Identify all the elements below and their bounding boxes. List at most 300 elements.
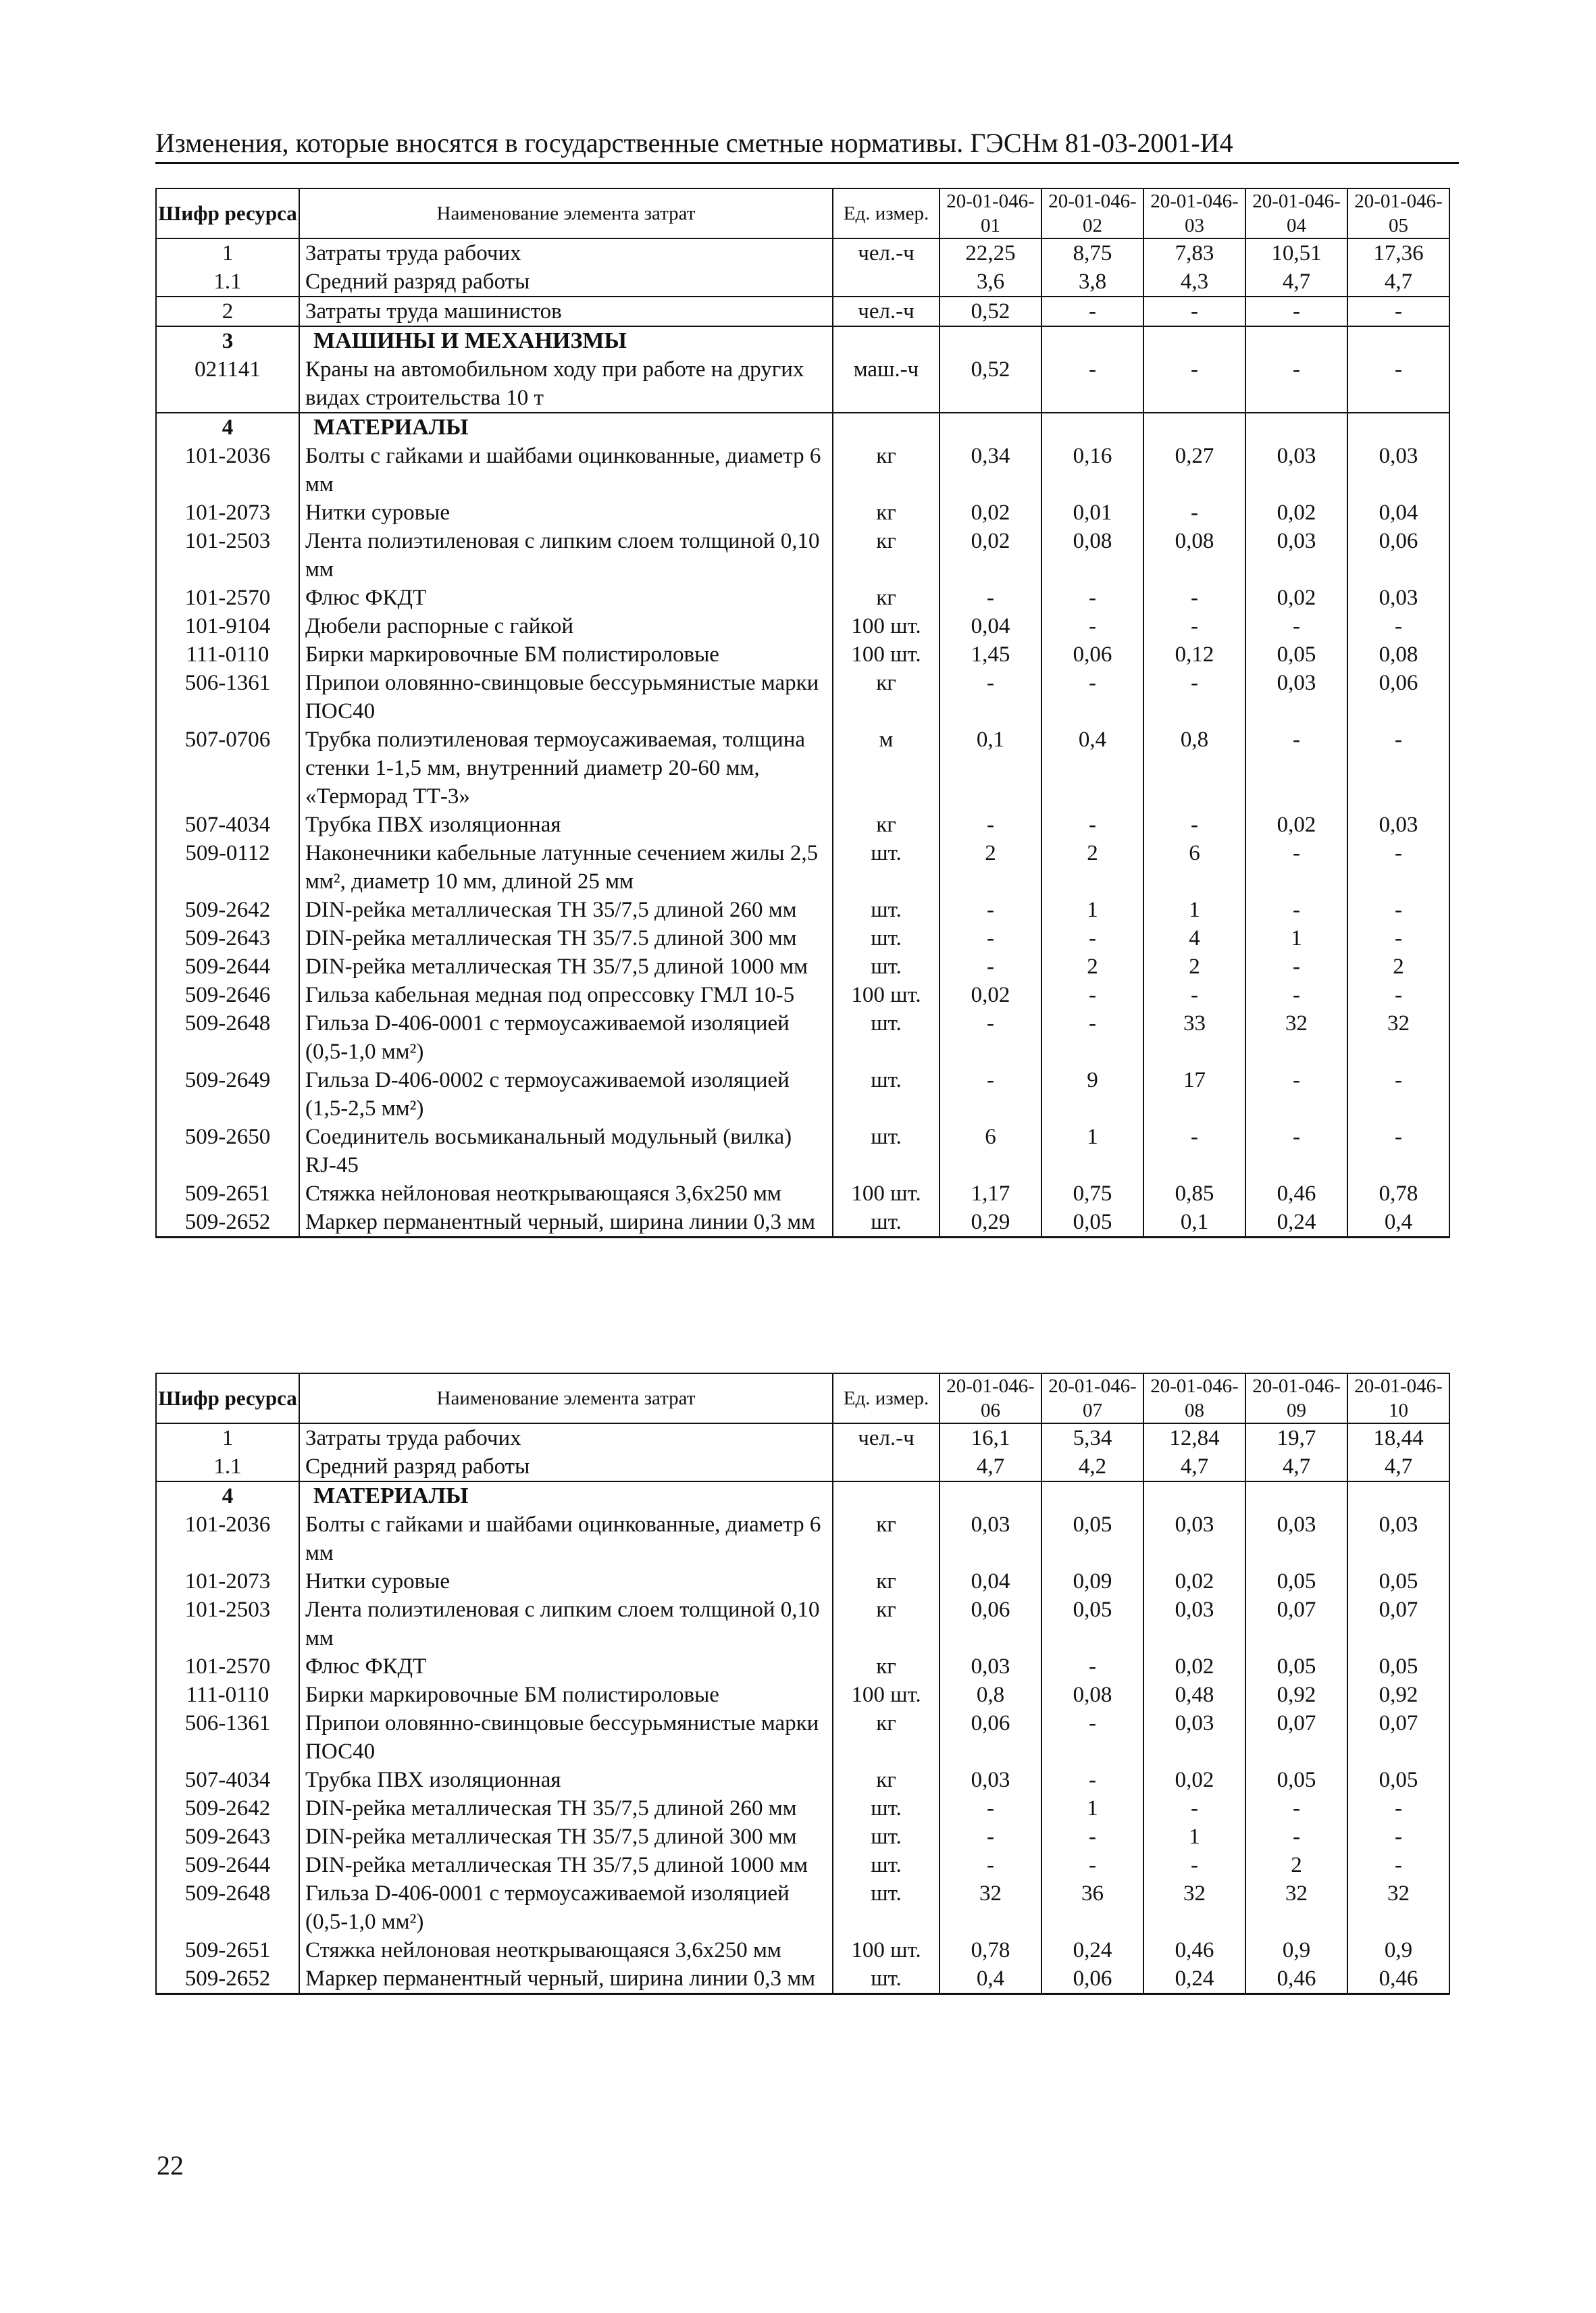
unit-cell: чел.-ч: [833, 297, 939, 326]
unit-cell: [833, 268, 939, 297]
norm-value-cell: [1143, 413, 1245, 442]
norm-value-cell: 32: [939, 1879, 1041, 1936]
resource-code-cell: 101-2570: [156, 1652, 299, 1681]
norm-value-cell: -: [1143, 811, 1245, 839]
norm-value-cell: 36: [1041, 1879, 1143, 1936]
table-row: [156, 1964, 1449, 1994]
unit-cell: шт.: [833, 839, 939, 896]
norm-value-cell: 0,75: [1041, 1179, 1143, 1208]
table-row: [156, 499, 1449, 527]
table-header-row: [156, 1373, 1449, 1423]
unit-cell: шт.: [833, 924, 939, 952]
resource-code-cell: 509-2642: [156, 896, 299, 924]
norm-value-cell: 33: [1143, 1009, 1245, 1066]
norm-value-cell: 0,01: [1041, 499, 1143, 527]
table-row: [156, 640, 1449, 669]
norm-value-cell: 0,06: [939, 1596, 1041, 1652]
unit-cell: кг: [833, 584, 939, 612]
norm-value-cell: 0,04: [939, 1567, 1041, 1596]
table-row: [156, 1423, 1449, 1452]
norm-value-cell: 0,46: [1245, 1964, 1347, 1994]
resource-name-cell: Припои оловянно-свинцовые бессурьмянистые марки ПОС40: [299, 669, 833, 726]
resource-name-cell: Припои оловянно-свинцовые бессурьмянистые марки ПОС40: [299, 1709, 833, 1766]
norm-value-cell: 0,08: [1041, 1681, 1143, 1709]
section-row: [156, 326, 1449, 355]
table-row: [156, 1879, 1449, 1936]
norm-value-cell: -: [1245, 612, 1347, 640]
norm-value-cell: -: [1041, 1823, 1143, 1851]
resource-code-cell: 509-2646: [156, 981, 299, 1009]
table-row: [156, 981, 1449, 1009]
norm-value-cell: 4,3: [1143, 268, 1245, 297]
norm-value-cell: 0,08: [1143, 527, 1245, 584]
resource-code-cell: 2: [156, 297, 299, 326]
norm-value-cell: 9: [1041, 1066, 1143, 1123]
norm-value-cell: 6: [1143, 839, 1245, 896]
norm-value-cell: -: [1041, 1851, 1143, 1879]
norm-value-cell: 0,02: [1245, 499, 1347, 527]
unit-cell: [833, 1481, 939, 1510]
norm-value-cell: 1: [1143, 896, 1245, 924]
resource-name-cell: Соединитель восьмиканальный модульный (вилка) RJ-45: [299, 1123, 833, 1179]
norm-value-cell: -: [1041, 355, 1143, 413]
header-rule: [155, 162, 1459, 164]
norm-value-cell: 0,8: [939, 1681, 1041, 1709]
unit-cell: маш.-ч: [833, 355, 939, 413]
norm-value-cell: [1245, 413, 1347, 442]
table-row: [156, 1567, 1449, 1596]
unit-cell: шт.: [833, 1123, 939, 1179]
norm-value-cell: -: [1347, 1823, 1449, 1851]
norm-value-cell: 1: [1245, 924, 1347, 952]
norm-value-cell: -: [1041, 1009, 1143, 1066]
norm-value-cell: [1347, 326, 1449, 355]
resource-code-cell: 506-1361: [156, 669, 299, 726]
norm-value-cell: -: [939, 896, 1041, 924]
norm-value-cell: 0,07: [1245, 1596, 1347, 1652]
table-row: [156, 726, 1449, 811]
resource-name-cell: Трубка ПВХ изоляционная: [299, 1766, 833, 1794]
norm-value-cell: -: [1245, 1066, 1347, 1123]
table-row: [156, 1823, 1449, 1851]
column-header-norm: 20-01-046-08: [1143, 1373, 1245, 1423]
norm-value-cell: 3,8: [1041, 268, 1143, 297]
norm-value-cell: -: [1347, 1066, 1449, 1123]
section-title-cell: МАШИНЫ И МЕХАНИЗМЫ: [299, 326, 833, 355]
norm-value-cell: -: [1143, 1123, 1245, 1179]
resource-code-cell: 111-0110: [156, 640, 299, 669]
norm-value-cell: 32: [1245, 1009, 1347, 1066]
norm-value-cell: 17,36: [1347, 238, 1449, 268]
norm-value-cell: 0,06: [1041, 1964, 1143, 1994]
norm-value-cell: [1245, 1481, 1347, 1510]
unit-cell: шт.: [833, 1964, 939, 1994]
resource-code-cell: 507-4034: [156, 811, 299, 839]
resource-code-cell: 509-2652: [156, 1208, 299, 1238]
table-row: [156, 1208, 1449, 1238]
resource-name-cell: Затраты труда рабочих: [299, 238, 833, 268]
norm-value-cell: [1143, 1481, 1245, 1510]
resource-code-cell: 509-2648: [156, 1009, 299, 1066]
norm-value-cell: 0,03: [1245, 1510, 1347, 1567]
table-row: [156, 1766, 1449, 1794]
norm-value-cell: 0,05: [1041, 1510, 1143, 1567]
norm-value-cell: 0,05: [1245, 1766, 1347, 1794]
resource-code-cell: 509-2642: [156, 1794, 299, 1823]
resource-code-cell: 509-2651: [156, 1936, 299, 1964]
norm-value-cell: 7,83: [1143, 238, 1245, 268]
column-header-norm: 20-01-046-03: [1143, 188, 1245, 238]
norm-value-cell: 1: [1041, 896, 1143, 924]
norm-value-cell: 32: [1143, 1879, 1245, 1936]
norm-value-cell: 0,34: [939, 442, 1041, 499]
norm-value-cell: 2: [1143, 952, 1245, 981]
norm-value-cell: [1041, 1481, 1143, 1510]
norm-value-cell: -: [1041, 1766, 1143, 1794]
section-title-cell: МАТЕРИАЛЫ: [299, 413, 833, 442]
resource-name-cell: Гильза D-406-0001 с термоусаживаемой изоляцией (0,5-1,0 мм²): [299, 1009, 833, 1066]
unit-cell: кг: [833, 1567, 939, 1596]
norm-value-cell: [1041, 326, 1143, 355]
norm-value-cell: [1347, 413, 1449, 442]
unit-cell: шт.: [833, 1879, 939, 1936]
norm-value-cell: -: [1245, 896, 1347, 924]
resource-code-cell: 101-2036: [156, 1510, 299, 1567]
norm-value-cell: -: [1143, 669, 1245, 726]
column-header-name: Наименование элемента затрат: [299, 1373, 833, 1423]
norm-value-cell: 0,03: [939, 1652, 1041, 1681]
table-header-row: [156, 188, 1449, 238]
norm-value-cell: 4,7: [1245, 268, 1347, 297]
norm-value-cell: -: [1041, 297, 1143, 326]
norm-value-cell: 0,03: [1245, 527, 1347, 584]
norm-value-cell: 0,05: [1347, 1766, 1449, 1794]
resource-code-cell: 101-2073: [156, 499, 299, 527]
norm-value-cell: 32: [1245, 1879, 1347, 1936]
norm-value-cell: 0,92: [1245, 1681, 1347, 1709]
table-row: [156, 238, 1449, 268]
norm-value-cell: 2: [1245, 1851, 1347, 1879]
norm-value-cell: 3,6: [939, 268, 1041, 297]
norm-value-cell: -: [939, 669, 1041, 726]
norm-value-cell: 1: [1143, 1823, 1245, 1851]
document-header: Изменения, которые вносятся в государственные сметные нормативы. ГЭСНм 81-03-2001-И4: [155, 128, 1233, 158]
resource-name-cell: Трубка полиэтиленовая термоусаживаемая, толщина стенки 1-1,5 мм, внутренний диаметр 20-60 мм, «Терморад ТТ-3»: [299, 726, 833, 811]
resource-code-cell: 3: [156, 326, 299, 355]
norm-value-cell: 0,02: [939, 499, 1041, 527]
norm-value-cell: 1: [1041, 1123, 1143, 1179]
unit-cell: [833, 1452, 939, 1481]
norm-value-cell: 32: [1347, 1879, 1449, 1936]
resource-code-cell: 1.1: [156, 268, 299, 297]
norm-value-cell: 0,07: [1347, 1709, 1449, 1766]
norm-value-cell: 0,03: [1143, 1596, 1245, 1652]
norm-value-cell: -: [1041, 924, 1143, 952]
table-row: [156, 669, 1449, 726]
norm-value-cell: 0,05: [1245, 640, 1347, 669]
norm-value-cell: 0,07: [1347, 1596, 1449, 1652]
norm-value-cell: 4,7: [939, 1452, 1041, 1481]
norm-value-cell: 0,46: [1245, 1179, 1347, 1208]
resource-name-cell: Затраты труда рабочих: [299, 1423, 833, 1452]
unit-cell: шт.: [833, 1851, 939, 1879]
norm-value-cell: 0,03: [1347, 811, 1449, 839]
table-row: [156, 584, 1449, 612]
norm-value-cell: 0,02: [1245, 811, 1347, 839]
norm-value-cell: 4,7: [1245, 1452, 1347, 1481]
norm-value-cell: -: [939, 1851, 1041, 1879]
norm-value-cell: 0,78: [1347, 1179, 1449, 1208]
table-row: [156, 839, 1449, 896]
norm-value-cell: 2: [939, 839, 1041, 896]
norm-value-cell: -: [1143, 297, 1245, 326]
resource-code-cell: 506-1361: [156, 1709, 299, 1766]
norm-value-cell: 0,85: [1143, 1179, 1245, 1208]
resource-code-cell: 509-2644: [156, 1851, 299, 1879]
norm-value-cell: 0,05: [1347, 1567, 1449, 1596]
norm-value-cell: 0,04: [939, 612, 1041, 640]
norm-value-cell: [939, 1481, 1041, 1510]
resource-code-cell: 509-2651: [156, 1179, 299, 1208]
resource-name-cell: Гильза D-406-0001 с термоусаживаемой изоляцией (0,5-1,0 мм²): [299, 1879, 833, 1936]
norm-value-cell: 2: [1347, 952, 1449, 981]
unit-cell: шт.: [833, 952, 939, 981]
unit-cell: кг: [833, 527, 939, 584]
norm-value-cell: 0,03: [1143, 1709, 1245, 1766]
resource-name-cell: Флюс ФКДТ: [299, 584, 833, 612]
norm-value-cell: -: [1245, 839, 1347, 896]
norm-value-cell: 0,02: [939, 527, 1041, 584]
norm-value-cell: -: [1041, 1652, 1143, 1681]
unit-cell: 100 шт.: [833, 981, 939, 1009]
norm-value-cell: 0,05: [1347, 1652, 1449, 1681]
norms-table-1: [155, 188, 1450, 1238]
column-header-code: Шифр ресурса: [156, 1373, 299, 1423]
section-row: [156, 1481, 1449, 1510]
table-body-1: [156, 238, 1449, 1238]
unit-cell: кг: [833, 811, 939, 839]
norm-value-cell: -: [1143, 612, 1245, 640]
table-row: [156, 1936, 1449, 1964]
column-header-norm: 20-01-046-06: [939, 1373, 1041, 1423]
norm-value-cell: -: [1041, 612, 1143, 640]
norm-value-cell: -: [1245, 297, 1347, 326]
norm-value-cell: -: [1041, 1709, 1143, 1766]
unit-cell: 100 шт.: [833, 1179, 939, 1208]
resource-name-cell: Затраты труда машинистов: [299, 297, 833, 326]
resource-code-cell: 4: [156, 1481, 299, 1510]
norm-value-cell: -: [939, 1823, 1041, 1851]
table-row: [156, 612, 1449, 640]
norm-value-cell: 0,4: [939, 1964, 1041, 1994]
norm-value-cell: 0,12: [1143, 640, 1245, 669]
norm-value-cell: 18,44: [1347, 1423, 1449, 1452]
norm-value-cell: -: [1143, 981, 1245, 1009]
resource-code-cell: 101-2503: [156, 1596, 299, 1652]
norm-value-cell: [1041, 413, 1143, 442]
norm-value-cell: -: [939, 1009, 1041, 1066]
column-header-norm: 20-01-046-07: [1041, 1373, 1143, 1423]
unit-cell: м: [833, 726, 939, 811]
resource-name-cell: Наконечники кабельные латунные сечением жилы 2,5 мм², диаметр 10 мм, длиной 25 мм: [299, 839, 833, 896]
resource-name-cell: Болты с гайками и шайбами оцинкованные, диаметр 6 мм: [299, 442, 833, 499]
resource-name-cell: Болты с гайками и шайбами оцинкованные, диаметр 6 мм: [299, 1510, 833, 1567]
resource-name-cell: Бирки маркировочные БМ полистироловые: [299, 640, 833, 669]
resource-name-cell: Маркер перманентный черный, ширина линии 0,3 мм: [299, 1964, 833, 1994]
resource-code-cell: 101-2073: [156, 1567, 299, 1596]
resource-name-cell: Нитки суровые: [299, 1567, 833, 1596]
table-row: [156, 1009, 1449, 1066]
resource-name-cell: Маркер перманентный черный, ширина линии 0,3 мм: [299, 1208, 833, 1238]
table-row: [156, 442, 1449, 499]
resource-name-cell: Лента полиэтиленовая с липким слоем толщиной 0,10 мм: [299, 1596, 833, 1652]
norm-value-cell: 0,06: [1347, 669, 1449, 726]
unit-cell: шт.: [833, 896, 939, 924]
resource-name-cell: DIN-рейка металлическая ТН 35/7,5 длиной 300 мм: [299, 1823, 833, 1851]
norm-value-cell: 0,4: [1041, 726, 1143, 811]
unit-cell: кг: [833, 1510, 939, 1567]
norm-value-cell: 0,03: [939, 1510, 1041, 1567]
unit-cell: кг: [833, 1766, 939, 1794]
table-row: [156, 1794, 1449, 1823]
resource-name-cell: Стяжка нейлоновая неоткрывающаяся 3,6х250 мм: [299, 1179, 833, 1208]
unit-cell: 100 шт.: [833, 1936, 939, 1964]
norm-value-cell: -: [939, 1066, 1041, 1123]
norm-value-cell: 0,02: [1143, 1652, 1245, 1681]
resource-name-cell: Средний разряд работы: [299, 268, 833, 297]
norm-value-cell: 19,7: [1245, 1423, 1347, 1452]
norm-value-cell: 0,06: [939, 1709, 1041, 1766]
resource-name-cell: DIN-рейка металлическая ТН 35/7,5 длиной 1000 мм: [299, 952, 833, 981]
unit-cell: кг: [833, 442, 939, 499]
norm-value-cell: 5,34: [1041, 1423, 1143, 1452]
resource-code-cell: 509-2652: [156, 1964, 299, 1994]
norm-value-cell: 2: [1041, 839, 1143, 896]
resource-code-cell: 509-2650: [156, 1123, 299, 1179]
resource-code-cell: 101-9104: [156, 612, 299, 640]
resource-code-cell: 4: [156, 413, 299, 442]
section-title-cell: МАТЕРИАЛЫ: [299, 1481, 833, 1510]
norm-value-cell: [939, 326, 1041, 355]
resource-name-cell: Нитки суровые: [299, 499, 833, 527]
norm-value-cell: -: [1347, 1123, 1449, 1179]
norm-value-cell: 4,2: [1041, 1452, 1143, 1481]
table-row: [156, 1709, 1449, 1766]
norm-value-cell: 10,51: [1245, 238, 1347, 268]
norm-value-cell: -: [1245, 1823, 1347, 1851]
norm-value-cell: -: [1347, 981, 1449, 1009]
norm-value-cell: 0,29: [939, 1208, 1041, 1238]
resource-name-cell: Средний разряд работы: [299, 1452, 833, 1481]
norm-value-cell: 32: [1347, 1009, 1449, 1066]
norm-value-cell: -: [1245, 726, 1347, 811]
norm-value-cell: 0,03: [1245, 442, 1347, 499]
table-row: [156, 1681, 1449, 1709]
unit-cell: 100 шт.: [833, 1681, 939, 1709]
norm-value-cell: 16,1: [939, 1423, 1041, 1452]
unit-cell: шт.: [833, 1208, 939, 1238]
norm-value-cell: [1347, 1481, 1449, 1510]
norm-value-cell: 0,4: [1347, 1208, 1449, 1238]
column-header-norm: 20-01-046-01: [939, 188, 1041, 238]
resource-name-cell: Флюс ФКДТ: [299, 1652, 833, 1681]
table-row: [156, 1510, 1449, 1567]
resource-code-cell: 509-2648: [156, 1879, 299, 1936]
norm-value-cell: 17: [1143, 1066, 1245, 1123]
resource-code-cell: 509-0112: [156, 839, 299, 896]
norm-value-cell: -: [1143, 584, 1245, 612]
resource-name-cell: DIN-рейка металлическая ТН 35/7.5 длиной 300 мм: [299, 924, 833, 952]
norm-value-cell: 0,24: [1041, 1936, 1143, 1964]
table-row: [156, 1452, 1449, 1481]
norm-value-cell: 1: [1041, 1794, 1143, 1823]
table-row: [156, 952, 1449, 981]
norm-value-cell: 0,03: [1347, 584, 1449, 612]
norm-value-cell: 0,08: [1347, 640, 1449, 669]
norm-value-cell: 1,17: [939, 1179, 1041, 1208]
norm-value-cell: 0,9: [1245, 1936, 1347, 1964]
norm-value-cell: 0,46: [1347, 1964, 1449, 1994]
norm-value-cell: 0,03: [939, 1766, 1041, 1794]
norm-value-cell: 0,02: [939, 981, 1041, 1009]
norm-value-cell: -: [1347, 297, 1449, 326]
norm-value-cell: 0,52: [939, 297, 1041, 326]
norm-value-cell: 0,02: [1245, 584, 1347, 612]
norm-value-cell: -: [1041, 584, 1143, 612]
norm-value-cell: 0,05: [1041, 1596, 1143, 1652]
norm-value-cell: 0,24: [1143, 1964, 1245, 1994]
norm-value-cell: -: [1347, 839, 1449, 896]
norm-value-cell: [1143, 326, 1245, 355]
column-header-code: Шифр ресурса: [156, 188, 299, 238]
norm-value-cell: 6: [939, 1123, 1041, 1179]
resource-code-cell: 101-2036: [156, 442, 299, 499]
norm-value-cell: 22,25: [939, 238, 1041, 268]
resource-name-cell: Гильза кабельная медная под опрессовку ГМЛ 10-5: [299, 981, 833, 1009]
norm-value-cell: 0,06: [1041, 640, 1143, 669]
norm-value-cell: -: [1347, 726, 1449, 811]
norm-value-cell: 0,1: [939, 726, 1041, 811]
norm-value-cell: -: [939, 584, 1041, 612]
norm-value-cell: 0,48: [1143, 1681, 1245, 1709]
resource-name-cell: DIN-рейка металлическая ТН 35/7,5 длиной 1000 мм: [299, 1851, 833, 1879]
column-header-norm: 20-01-046-10: [1347, 1373, 1449, 1423]
resource-name-cell: Бирки маркировочные БМ полистироловые: [299, 1681, 833, 1709]
unit-cell: шт.: [833, 1066, 939, 1123]
unit-cell: 100 шт.: [833, 640, 939, 669]
norm-value-cell: 4,7: [1347, 268, 1449, 297]
norm-value-cell: -: [1143, 499, 1245, 527]
norm-value-cell: 0,03: [1245, 669, 1347, 726]
resource-code-cell: 101-2570: [156, 584, 299, 612]
norm-value-cell: 0,04: [1347, 499, 1449, 527]
norm-value-cell: 0,52: [939, 355, 1041, 413]
norm-value-cell: -: [1347, 1851, 1449, 1879]
norm-value-cell: 0,06: [1347, 527, 1449, 584]
norm-value-cell: 4,7: [1347, 1452, 1449, 1481]
unit-cell: кг: [833, 1709, 939, 1766]
norm-value-cell: 0,09: [1041, 1567, 1143, 1596]
column-header-norm: 20-01-046-09: [1245, 1373, 1347, 1423]
table-row: [156, 1596, 1449, 1652]
unit-cell: шт.: [833, 1009, 939, 1066]
unit-cell: [833, 413, 939, 442]
resource-code-cell: 509-2649: [156, 1066, 299, 1123]
resource-name-cell: Трубка ПВХ изоляционная: [299, 811, 833, 839]
table-row: [156, 297, 1449, 326]
table-row: [156, 924, 1449, 952]
table-row: [156, 811, 1449, 839]
